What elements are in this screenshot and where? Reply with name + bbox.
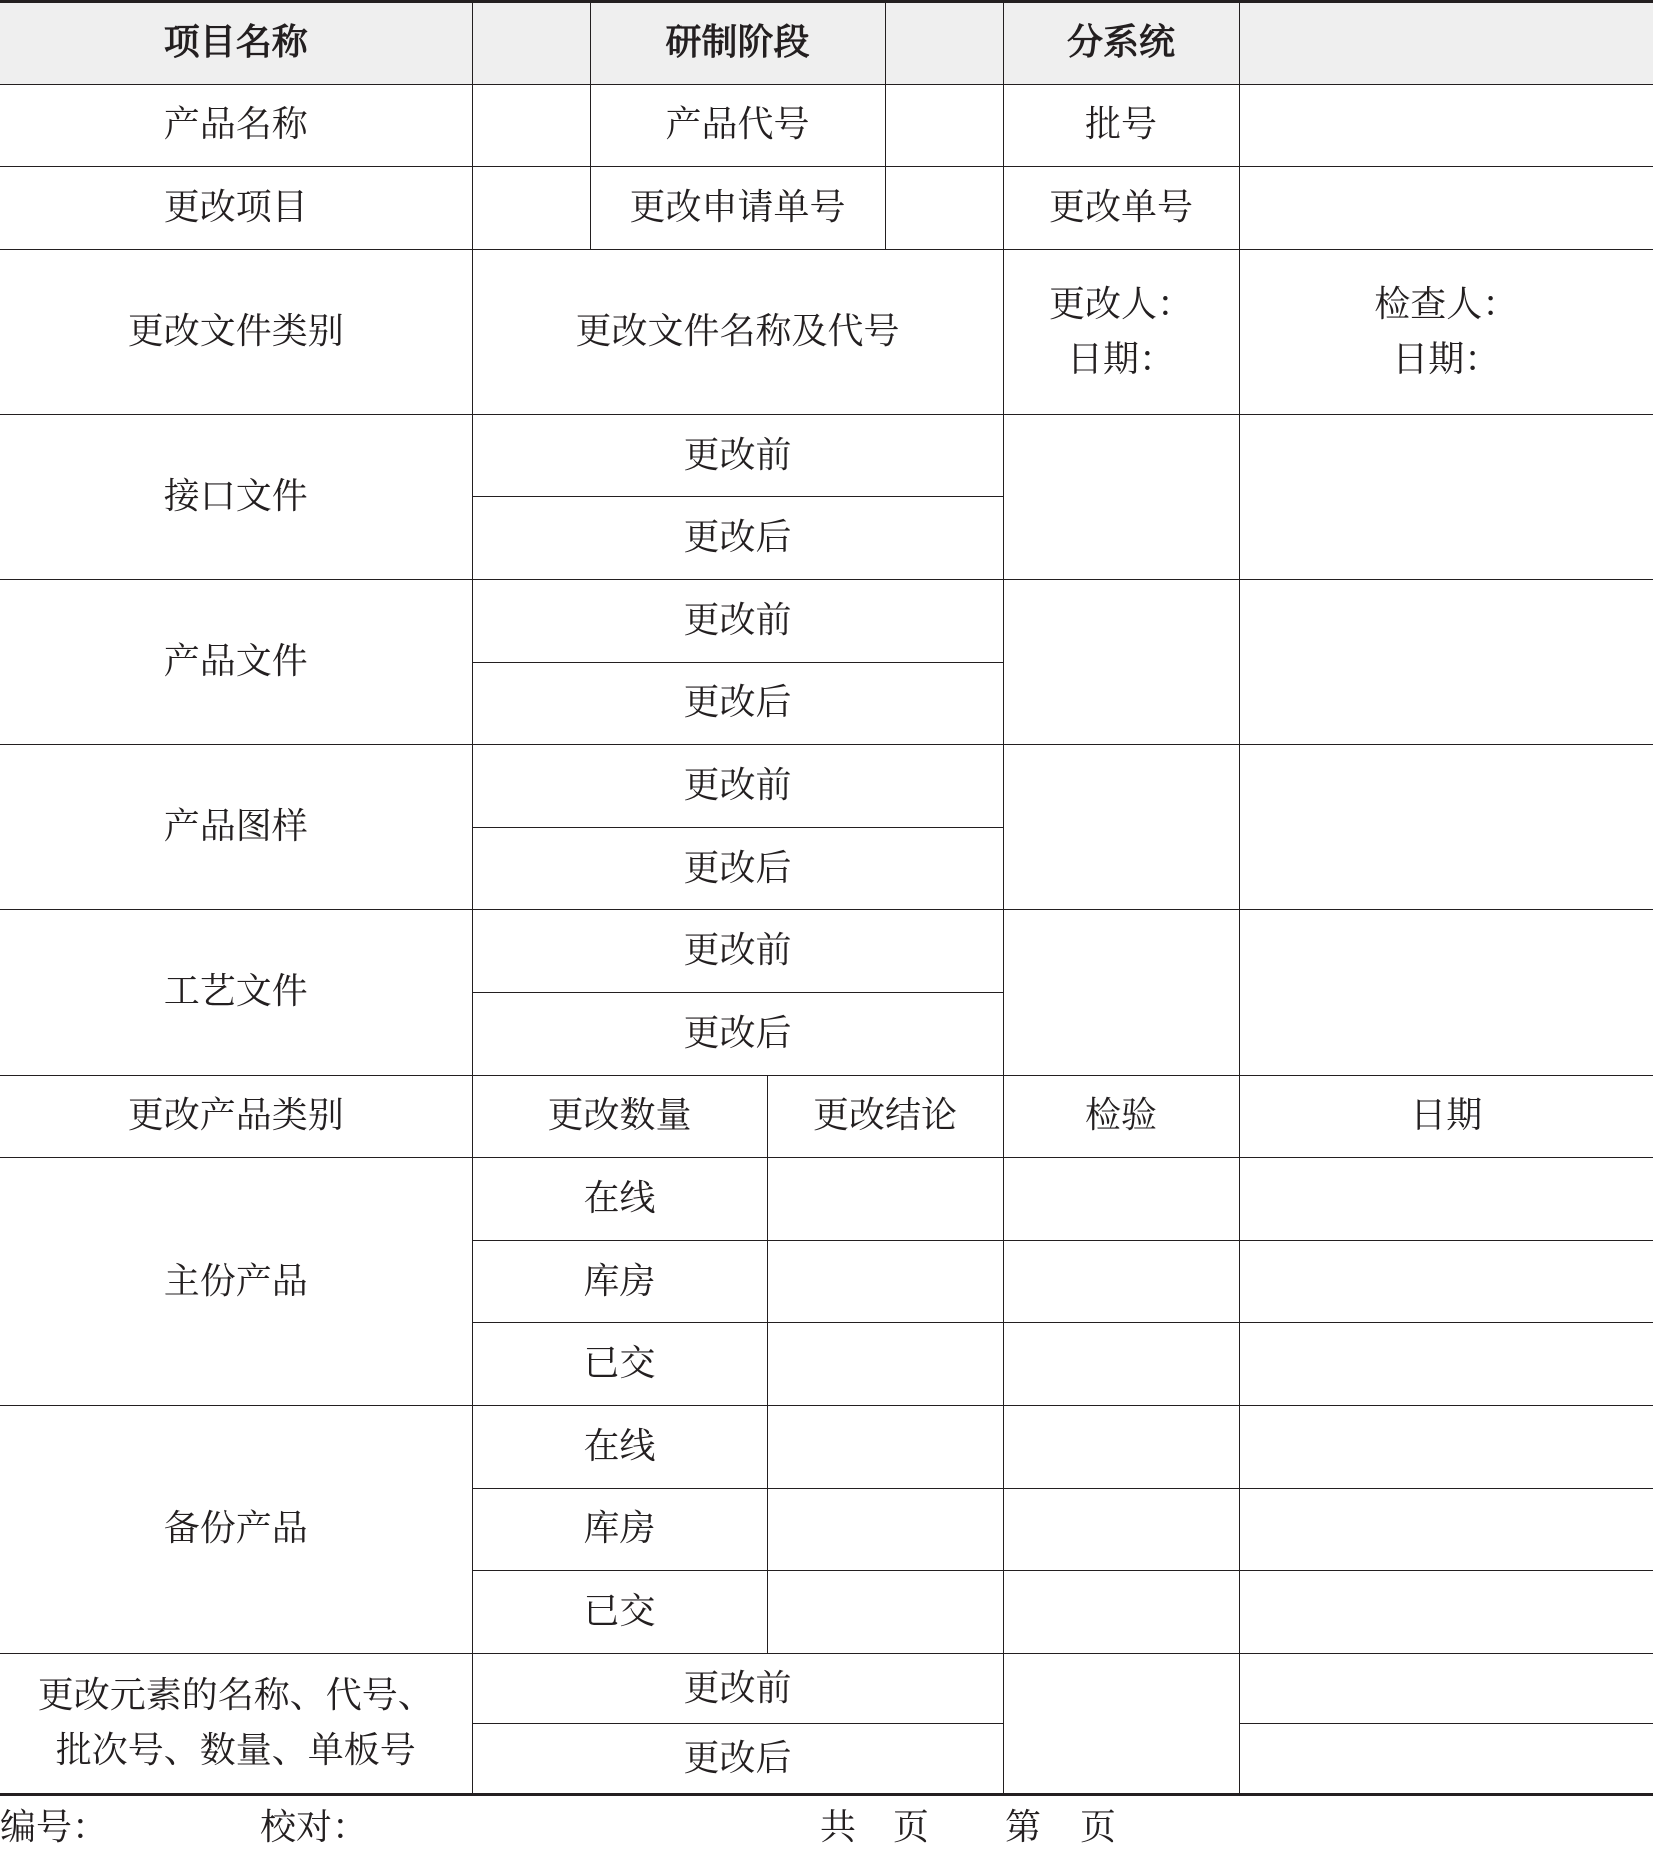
file-row-before (0, 414, 1653, 497)
inspection-value (1003, 1488, 1239, 1571)
total-pages-suffix: 页 (893, 1807, 930, 1848)
product-name-label: 产品名称 (0, 84, 472, 167)
file-row-before (0, 745, 1653, 828)
file-after-label: 更改后 (472, 992, 1003, 1075)
file-before-label: 更改前 (472, 910, 1003, 993)
file-changer-value (1003, 579, 1239, 744)
element-label-line: 更改元素的名称、代号、 (37, 1675, 434, 1717)
file-after-label: 更改后 (472, 827, 1003, 910)
number-label: 编号： (0, 1807, 109, 1848)
conclusion-label: 更改结论 (767, 1075, 1003, 1158)
stage-label: 研制阶段 (590, 2, 885, 85)
inspection-value (1003, 1405, 1239, 1488)
element-row-before (0, 1653, 1653, 1724)
batch-no-label: 批号 (1003, 84, 1239, 167)
file-name-code-label: 更改文件名称及代号 (472, 249, 1003, 414)
product-info-row (0, 84, 1653, 167)
product-group-label: 备份产品 (0, 1405, 472, 1653)
date-value (1239, 1158, 1653, 1241)
product-name-value (472, 84, 590, 167)
inspection-value (1003, 1240, 1239, 1323)
file-category-header-row (0, 249, 1653, 414)
change-item-label: 更改项目 (0, 167, 472, 250)
element-after-value (1239, 1724, 1653, 1795)
file-type-label: 产品图样 (0, 745, 472, 910)
date-value (1239, 1571, 1653, 1654)
file-type-label: 接口文件 (0, 414, 472, 579)
product-category-header-row (0, 1075, 1653, 1158)
product-state-label: 已交 (472, 1571, 767, 1654)
checker-label: 检查人： (1374, 283, 1519, 325)
change-info-row (0, 167, 1653, 250)
file-type-label: 产品文件 (0, 579, 472, 744)
file-row-before (0, 910, 1653, 993)
form-footer (0, 1806, 1653, 1850)
project-name-value (472, 2, 590, 85)
product-category-label: 更改产品类别 (0, 1075, 472, 1158)
element-label (0, 1653, 472, 1795)
product-state-label: 库房 (472, 1240, 767, 1323)
header-row (0, 2, 1653, 85)
file-type-label: 工艺文件 (0, 910, 472, 1075)
checker-cell (1239, 249, 1653, 414)
date-value (1239, 1240, 1653, 1323)
date-value (1239, 1323, 1653, 1406)
file-after-label: 更改后 (472, 662, 1003, 745)
file-before-label: 更改前 (472, 745, 1003, 828)
file-checker-value (1239, 745, 1653, 910)
changer-label: 更改人： (1049, 283, 1194, 325)
product-state-label: 已交 (472, 1323, 767, 1406)
stage-value (885, 2, 1003, 85)
conclusion-value (767, 1405, 1003, 1488)
total-pages-prefix: 共 (820, 1807, 857, 1848)
product-state-label: 库房 (472, 1488, 767, 1571)
file-after-label: 更改后 (472, 497, 1003, 580)
changer-cell (1003, 249, 1239, 414)
subsystem-label: 分系统 (1003, 2, 1239, 85)
product-code-value (885, 84, 1003, 167)
product-group-label: 主份产品 (0, 1158, 472, 1406)
change-request-no-value (885, 167, 1003, 250)
change-item-value (472, 167, 590, 250)
file-checker-value (1239, 910, 1653, 1075)
changer-date-label: 日期： (1067, 338, 1176, 380)
conclusion-value (767, 1323, 1003, 1406)
proofread-label: 校对： (260, 1807, 369, 1848)
product-state-label: 在线 (472, 1158, 767, 1241)
inspection-value (1003, 1158, 1239, 1241)
file-row-before (0, 579, 1653, 662)
conclusion-value (767, 1158, 1003, 1241)
change-no-label: 更改单号 (1003, 167, 1239, 250)
element-before-value (1239, 1653, 1653, 1724)
conclusion-value (767, 1571, 1003, 1654)
change-request-no-label: 更改申请单号 (590, 167, 885, 250)
date-value (1239, 1405, 1653, 1488)
file-checker-value (1239, 414, 1653, 579)
change-no-value (1239, 167, 1653, 250)
file-changer-value (1003, 414, 1239, 579)
page-number-suffix: 页 (1080, 1807, 1117, 1848)
product-state-label: 在线 (472, 1405, 767, 1488)
file-changer-value (1003, 910, 1239, 1075)
element-label-line: 批次号、数量、单板号 (55, 1730, 416, 1772)
element-after-label: 更改后 (472, 1724, 1003, 1795)
inspection-label: 检验 (1003, 1075, 1239, 1158)
inspection-value (1003, 1323, 1239, 1406)
element-inspection-value (1003, 1653, 1239, 1795)
page-number-prefix: 第 (1005, 1807, 1042, 1848)
file-checker-value (1239, 579, 1653, 744)
product-state-row (0, 1405, 1653, 1488)
checker-date-label: 日期： (1392, 338, 1501, 380)
inspection-value (1003, 1571, 1239, 1654)
product-state-row (0, 1158, 1653, 1241)
file-category-label: 更改文件类别 (0, 249, 472, 414)
conclusion-value (767, 1488, 1003, 1571)
batch-no-value (1239, 84, 1653, 167)
date-value (1239, 1488, 1653, 1571)
conclusion-value (767, 1240, 1003, 1323)
element-before-label: 更改前 (472, 1653, 1003, 1724)
file-before-label: 更改前 (472, 579, 1003, 662)
file-changer-value (1003, 745, 1239, 910)
quantity-label: 更改数量 (472, 1075, 767, 1158)
file-before-label: 更改前 (472, 414, 1003, 497)
date-label: 日期 (1239, 1075, 1653, 1158)
subsystem-value (1239, 2, 1653, 85)
project-name-label: 项目名称 (0, 2, 472, 85)
product-code-label: 产品代号 (590, 84, 885, 167)
